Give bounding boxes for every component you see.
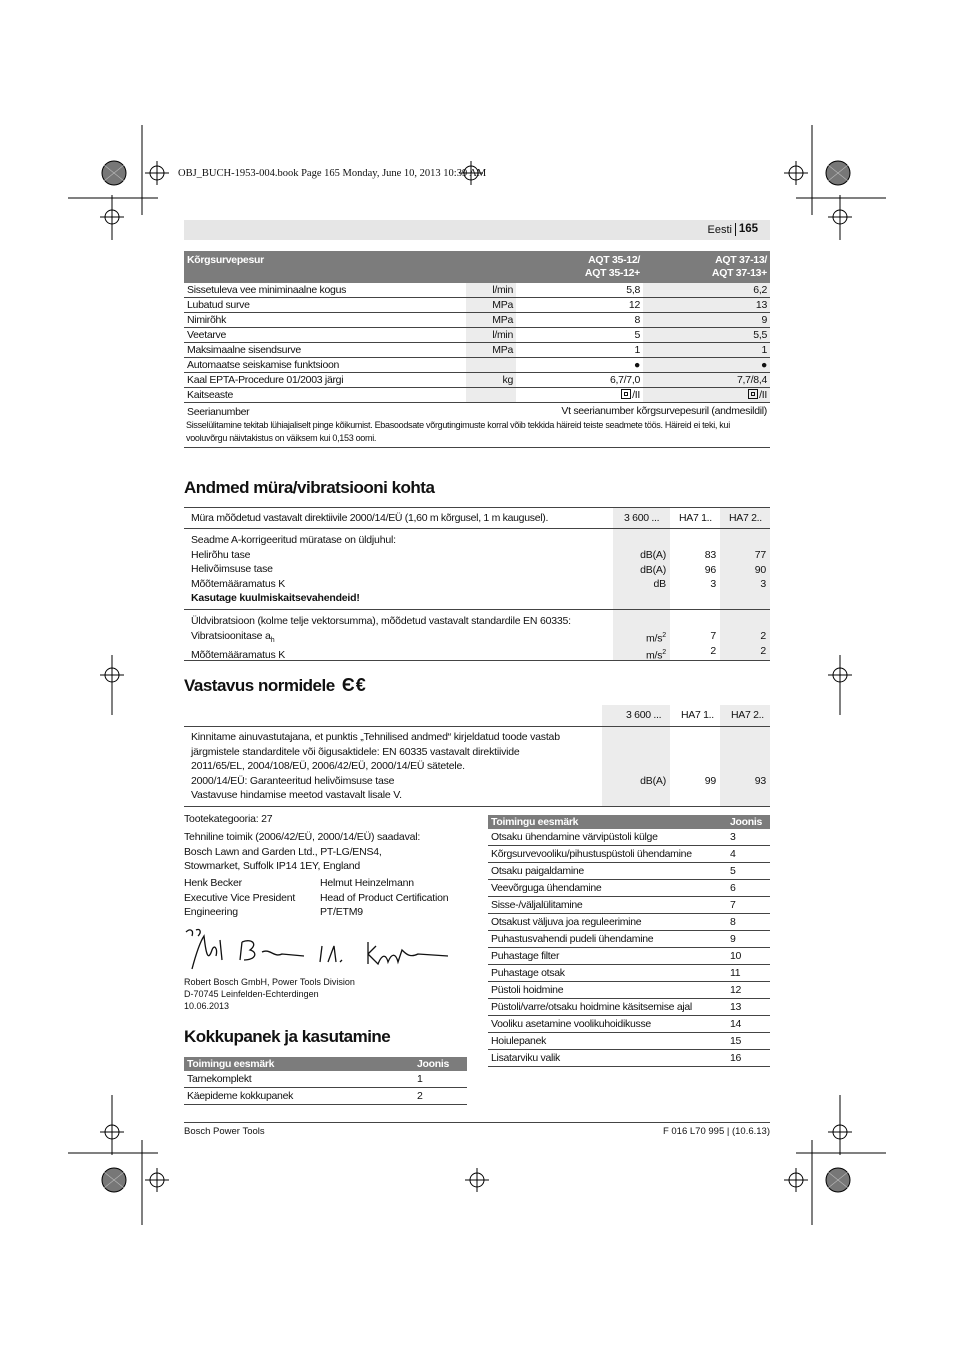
assembly-row [488, 965, 770, 982]
noise-values-2 [724, 548, 766, 592]
footnote-row [184, 419, 770, 448]
unit: m/s [645, 649, 663, 662]
spec-cell-v1: 12 [516, 298, 643, 313]
signer-dept: Engineering [184, 906, 238, 918]
value: 77 [754, 549, 766, 561]
signer-title: Head of Product Certification [320, 891, 449, 904]
spec-cell-v2: ● [643, 358, 770, 373]
assembly-task: Püstoli/varre/otsaku hoidmine käsitsemise ajal [488, 999, 727, 1016]
assembly-figure: 2 [414, 1088, 467, 1105]
assembly-figure: 11 [727, 965, 770, 982]
noise-col-2: HA7 1.. [679, 512, 712, 524]
page-header [184, 220, 770, 240]
unit-3: dB [653, 578, 666, 590]
model-1-line-1: AQT 35-12/ [588, 254, 640, 266]
assembly-row [184, 1088, 467, 1105]
spec-cell-label: Lubatud surve [184, 298, 466, 313]
noise-line-2: Helirõhu tase [191, 548, 251, 561]
spec-row [184, 388, 770, 403]
assembly-row [488, 999, 770, 1016]
spec-row [184, 328, 770, 343]
hearing-protection-warning: Kasutage kuulmiskaitsevahendeid! [191, 592, 360, 604]
assembly-task: Hoiulepanek [488, 1033, 727, 1050]
assembly-task: Otsakust väljuva joa reguleerimine [488, 914, 727, 931]
unit-sup: 2 [662, 632, 666, 639]
noise-values-1 [674, 548, 716, 592]
assembly-figure: 1 [414, 1071, 467, 1088]
assembly-left-header [184, 1057, 467, 1071]
footer-rule [184, 1122, 770, 1123]
spec-cell-v2: 13 [643, 298, 770, 313]
footer-left: Bosch Power Tools [184, 1126, 265, 1137]
spec-cell-v2: 1 [643, 343, 770, 358]
company-line: Robert Bosch GmbH, Power Tools Division [184, 977, 355, 987]
assembly-figure: 12 [727, 982, 770, 999]
spec-cell-v1: ● [516, 358, 643, 373]
spec-cell-v2: 5,5 [643, 328, 770, 343]
header-task: Toimingu eesmärk [491, 816, 579, 828]
assembly-task: Lisatarviku valik [488, 1050, 727, 1067]
conformity-heading [184, 675, 367, 696]
spec-row [184, 343, 770, 358]
noise-table [184, 507, 770, 661]
value: 7 [710, 630, 716, 642]
vibration-values-1 [674, 629, 716, 658]
assembly-task: Puhastusvahendi pudeli ühendamine [488, 931, 727, 948]
assembly-row [488, 1016, 770, 1033]
spec-cell-label: Maksimaalne sisendsurve [184, 343, 466, 358]
company-line: 10.06.2013 [184, 1001, 230, 1011]
assembly-figure: 9 [727, 931, 770, 948]
assembly-figure: 10 [727, 948, 770, 965]
conf-col-3: HA7 2.. [731, 709, 764, 721]
spec-cell-unit: kg [466, 373, 516, 388]
assembly-task: Otsaku ühendamine värvipüstoli külge [488, 829, 727, 846]
signer-name: Henk Becker [184, 877, 242, 889]
conformity-line: Kinnitame ainuvastutajana, et punktis „Tehnilised andmed“ kirjeldatud toode vastab [191, 731, 560, 743]
conformity-table [184, 705, 770, 807]
spec-cell-unit [466, 358, 516, 373]
assembly-row [488, 931, 770, 948]
assembly-heading: Kokkupanek ja kasutamine [184, 1027, 391, 1046]
conformity-heading-text: Vastavus normidele [184, 676, 335, 695]
conformity-value-2: 93 [754, 775, 766, 787]
conformity-unit: dB(A) [640, 775, 666, 787]
spec-cell-v1: 1 [516, 343, 643, 358]
page-number: 165 [738, 223, 758, 235]
noise-line-1: Seadme A-korrigeeritud müratase on üldjuhul: [191, 534, 396, 546]
product-category: Tootekategooria: 27 [184, 813, 273, 825]
assembly-row [488, 846, 770, 863]
header-figure: Joonis [730, 816, 763, 828]
assembly-task: Sisse-/väljalülitamine [488, 897, 727, 914]
assembly-task: Otsaku paigaldamine [488, 863, 727, 880]
assembly-figure: 15 [727, 1033, 770, 1050]
model-2-line-1: AQT 37-13/ [715, 254, 767, 266]
spec-row [184, 313, 770, 328]
value: 96 [704, 563, 716, 576]
assembly-row [488, 948, 770, 965]
unit-sup: 2 [662, 649, 666, 656]
spec-cell-label: Kaitseaste [184, 388, 466, 403]
spec-row [184, 373, 770, 388]
vibration-line-1: Üldvibratsioon (kolme telje vektorsumma), mõõdetud vastavalt standardile EN 60335: [191, 615, 571, 627]
conformity-value-1: 99 [704, 775, 716, 787]
value: 90 [754, 563, 766, 576]
spec-table-header [184, 251, 770, 283]
assembly-figure: 4 [727, 846, 770, 863]
assembly-figure: 5 [727, 863, 770, 880]
book-header: OBJ_BUCH-1953-004.book Page 165 Monday, June 10, 2013 10:39 AM [178, 168, 487, 179]
assembly-figure: 14 [727, 1016, 770, 1033]
spec-cell-unit: MPa [466, 298, 516, 313]
noise-group-1-text [191, 533, 396, 606]
spec-cell-unit: MPa [466, 313, 516, 328]
assembly-figure: 7 [727, 897, 770, 914]
spec-footnote: Sisselülitamine tekitab lühiajaliselt pinge kõikumist. Ebasoodsate võrgutingimuste korral võib tekkida häireid teiste seadmete töös. Häireid ei teki, kui vooluvõrgu näivtakistus on väiksem kui 0,153 oomi. [184, 419, 770, 448]
assembly-figure: 16 [727, 1050, 770, 1067]
conformity-text [191, 730, 560, 803]
footer-right: F 016 L70 995 | (10.6.13) [662, 1126, 770, 1137]
conformity-line: Vastavuse hindamise meetod vastavalt lisale V. [191, 789, 402, 801]
noise-intro: Müra mõõdetud vastavalt direktiivile 2000/14/EÜ (1,60 m kõrgusel, 1 m kaugusel). [191, 512, 549, 524]
assembly-right-header [488, 815, 770, 829]
spec-cell-v1: 5 [516, 328, 643, 343]
conformity-line: 2011/65/EL, 2004/108/EÜ, 2006/42/EÜ, 2000/14/EÜ sätetele. [191, 760, 465, 772]
tech-file-line: Bosch Lawn and Garden Ltd., PT-LG/ENS4, [184, 845, 382, 858]
signer-1 [184, 876, 295, 920]
assembly-task: Tarnekomplekt [184, 1071, 414, 1088]
assembly-task: Puhastage otsak [488, 965, 727, 982]
vibration-line-3: Mõõtemääramatus K [191, 649, 286, 662]
assembly-row [488, 897, 770, 914]
conf-col-2: HA7 1.. [681, 709, 714, 721]
protection-class-icon [621, 389, 631, 399]
spec-cell-unit [466, 388, 516, 403]
tech-file-line: Tehniline toimik (2006/42/EÜ, 2000/14/EÜ) saadaval: [184, 831, 421, 843]
spec-cell-label: Kaal EPTA-Procedure 01/2003 järgi [184, 373, 466, 388]
spec-row [184, 283, 770, 298]
value: 3 [710, 578, 716, 590]
model-1-line-2: AQT 35-12+ [584, 267, 640, 279]
vibration-text [191, 614, 571, 663]
unit: m/s [645, 632, 663, 645]
assembly-row [488, 914, 770, 931]
assembly-task: Puhastage filter [488, 948, 727, 965]
spec-cell-v1: 6,7/7,0 [516, 373, 643, 388]
spec-row [184, 358, 770, 373]
assembly-row [184, 1071, 467, 1088]
tech-file [184, 830, 420, 874]
assembly-row [488, 880, 770, 897]
company-line: D-70745 Leinfelden-Echterdingen [184, 989, 319, 999]
company-address [184, 976, 355, 1012]
spec-cell-v2: 9 [643, 313, 770, 328]
spec-table [184, 251, 770, 448]
signer-name: Helmut Heinzelmann [320, 877, 414, 889]
assembly-figure: 8 [727, 914, 770, 931]
conformity-line: järgmistele standarditele või õigusaktidele: EN 60335 vastavalt direktiivide [191, 745, 520, 758]
value: 2 [760, 644, 766, 657]
spec-table-title: Kõrgsurvepesur [187, 254, 264, 266]
assembly-task: Veevõrguga ühendamine [488, 880, 727, 897]
assembly-row [488, 829, 770, 846]
vibration-values-2 [724, 629, 766, 658]
spec-cell-v2: /II [643, 388, 770, 403]
spec-cell-unit: MPa [466, 343, 516, 358]
spec-cell-label: Nimirõhk [184, 313, 466, 328]
assembly-left-rows [184, 1071, 467, 1105]
spec-cell-v1: 8 [516, 313, 643, 328]
conformity-line: 2000/14/EÜ: Garanteeritud helivõimsuse tase [191, 774, 395, 787]
signatures-image [182, 924, 452, 974]
assembly-figure: 6 [727, 880, 770, 897]
vibration-subscript: h [270, 636, 275, 644]
assembly-table-left [184, 1057, 467, 1105]
vibration-line-2: Vibratsioonitase a [191, 629, 271, 642]
spec-cell-label: Automaatse seiskamise funktsioon [184, 358, 466, 373]
assembly-task: Vooliku asetamine voolikuhoidikusse [488, 1016, 727, 1033]
assembly-task: Käepideme kokkupanek [184, 1088, 414, 1105]
serial-row [184, 403, 770, 420]
assembly-row [488, 863, 770, 880]
spec-cell-v1: 5,8 [516, 283, 643, 298]
assembly-right-rows [488, 829, 770, 1067]
assembly-figure: 3 [727, 829, 770, 846]
assembly-row [488, 1033, 770, 1050]
page-language: Eesti [707, 224, 732, 236]
noise-col-1: 3 600 ... [624, 512, 660, 524]
spec-row [184, 298, 770, 313]
spec-cell-v1: /II [516, 388, 643, 403]
signer-2 [320, 876, 448, 920]
spec-rows [184, 283, 770, 403]
unit-1: dB(A) [640, 549, 666, 561]
assembly-table-right [488, 815, 770, 1067]
noise-heading: Andmed müra/vibratsiooni kohta [184, 478, 435, 497]
noise-line-3: Helivõimsuse tase [191, 563, 273, 575]
unit-2: dB(A) [640, 563, 666, 576]
spec-cell-v2: 7,7/8,4 [643, 373, 770, 388]
assembly-task: Kõrgsurvevooliku/pihustuspüstoli ühendamine [488, 846, 727, 863]
spec-cell-label: Sissetuleva vee miniminaalne kogus [184, 283, 466, 298]
spec-cell-unit: l/min [466, 283, 516, 298]
noise-line-4: Mõõtemääramatus K [191, 577, 286, 590]
assembly-figure: 13 [727, 999, 770, 1016]
protection-class-icon [748, 389, 758, 399]
model-2-line-2: AQT 37-13+ [711, 267, 767, 279]
noise-col-3: HA7 2.. [729, 512, 762, 524]
value: 2 [760, 630, 766, 642]
ce-mark-icon: Є€ [341, 675, 367, 695]
signer-dept: PT/ETM9 [320, 906, 363, 918]
spec-cell-unit: l/min [466, 328, 516, 343]
vibration-units [613, 629, 666, 663]
serial-value: Vt seerianumber kõrgsurvepesuril (andmesildil) [561, 405, 767, 417]
value: 3 [760, 578, 766, 590]
assembly-row [488, 982, 770, 999]
assembly-task: Püstoli hoidmine [488, 982, 727, 999]
spec-cell-v2: 6,2 [643, 283, 770, 298]
value: 2 [710, 644, 716, 657]
tech-file-line: Stowmarket, Suffolk IP14 1EY, England [184, 860, 361, 872]
serial-label: Seerianumber [187, 406, 250, 418]
conf-col-1: 3 600 ... [626, 709, 662, 721]
spec-cell-label: Veetarve [184, 328, 466, 343]
noise-units [613, 548, 666, 592]
header-separator [735, 223, 736, 236]
value: 83 [704, 549, 716, 561]
assembly-row [488, 1050, 770, 1067]
header-figure: Joonis [417, 1058, 450, 1070]
header-task: Toimingu eesmärk [187, 1058, 275, 1070]
signer-title: Executive Vice President [184, 891, 296, 904]
